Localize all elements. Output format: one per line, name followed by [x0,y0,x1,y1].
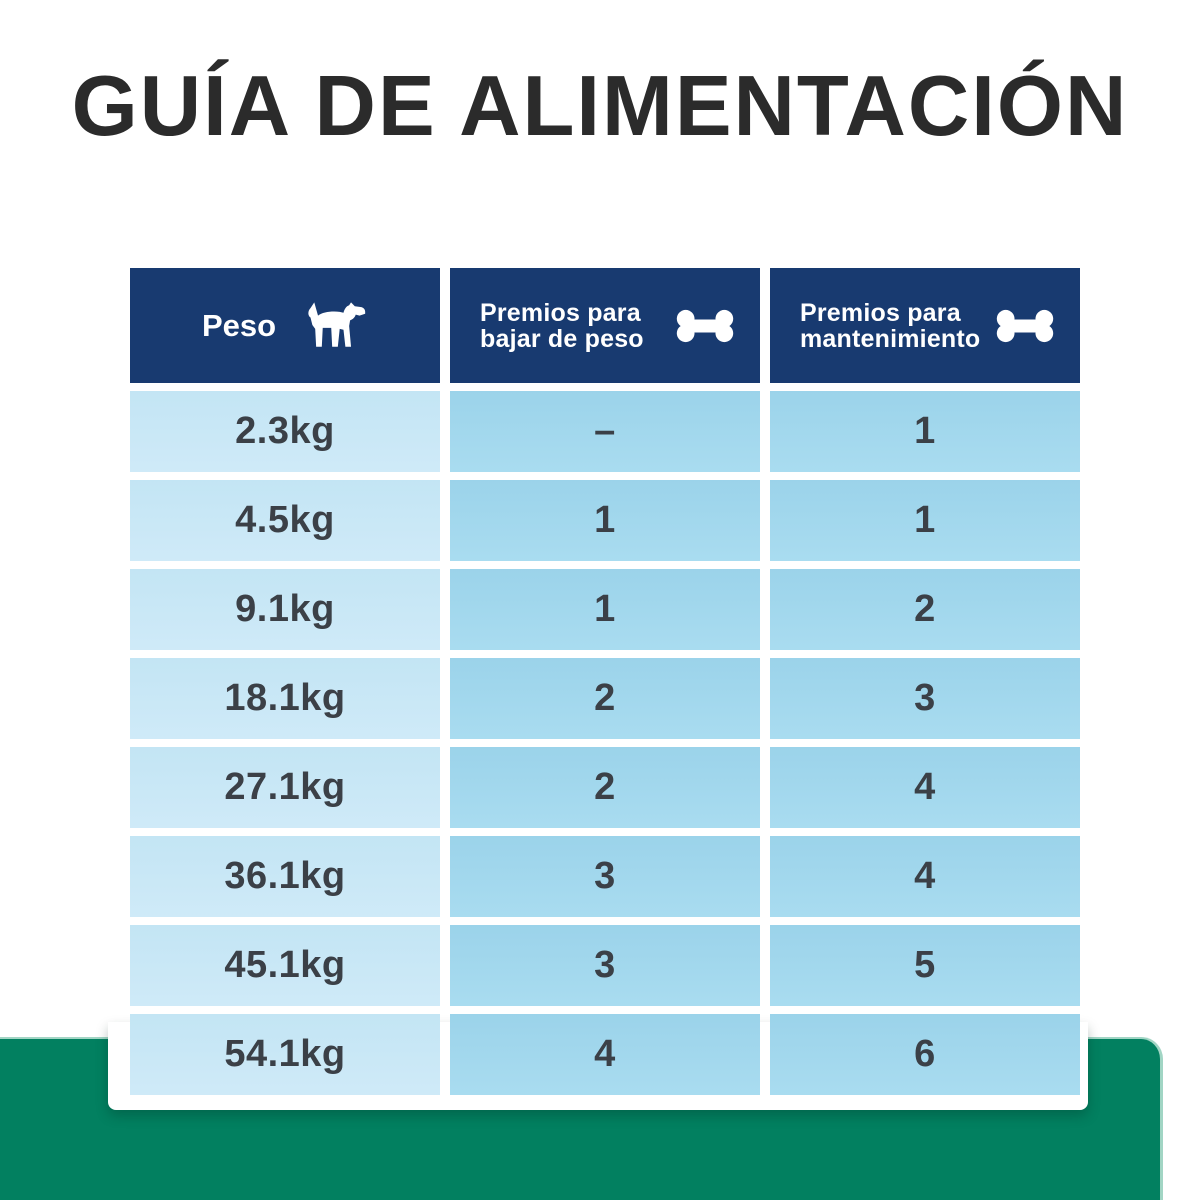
weight-cell: 18.1kg [130,658,440,739]
bone-icon [996,308,1054,344]
maintenance-column-label: Premios para mantenimiento [800,298,981,353]
page-title: GUÍA DE ALIMENTACIÓN [71,59,1129,154]
column-header-weight [130,268,440,383]
weight-loss-treats-cell: 4 [450,1014,760,1095]
weight-cell: 45.1kg [130,925,440,1006]
weight-loss-treats-cell: – [450,391,760,472]
maintenance-treats-cell: 5 [770,925,1080,1006]
weight-loss-treats-cell: 1 [450,569,760,650]
weight-loss-treats-cell: 3 [450,925,760,1006]
feeding-guide-table [130,268,1080,1095]
weight-cell: 9.1kg [130,569,440,650]
weight-loss-treats-cell: 2 [450,747,760,828]
maintenance-treats-cell: 4 [770,747,1080,828]
weight-column-label: Peso [201,307,277,343]
maintenance-treats-cell: 4 [770,836,1080,917]
maintenance-treats-cell: 2 [770,569,1080,650]
weight-loss-column-label: Premios para bajar de peso [480,298,644,353]
bone-icon [676,308,734,344]
dog-icon [302,301,368,351]
maintenance-treats-cell: 1 [770,391,1080,472]
maintenance-treats-cell: 1 [770,480,1080,561]
maintenance-treats-cell: 3 [770,658,1080,739]
weight-cell: 4.5kg [130,480,440,561]
weight-cell: 36.1kg [130,836,440,917]
column-header-weight-loss-treats [450,268,760,383]
weight-loss-treats-cell: 3 [450,836,760,917]
weight-cell: 2.3kg [130,391,440,472]
maintenance-treats-cell: 6 [770,1014,1080,1095]
column-header-maintenance-treats [770,268,1080,383]
weight-cell: 54.1kg [130,1014,440,1095]
weight-loss-treats-cell: 1 [450,480,760,561]
weight-loss-treats-cell: 2 [450,658,760,739]
weight-cell: 27.1kg [130,747,440,828]
